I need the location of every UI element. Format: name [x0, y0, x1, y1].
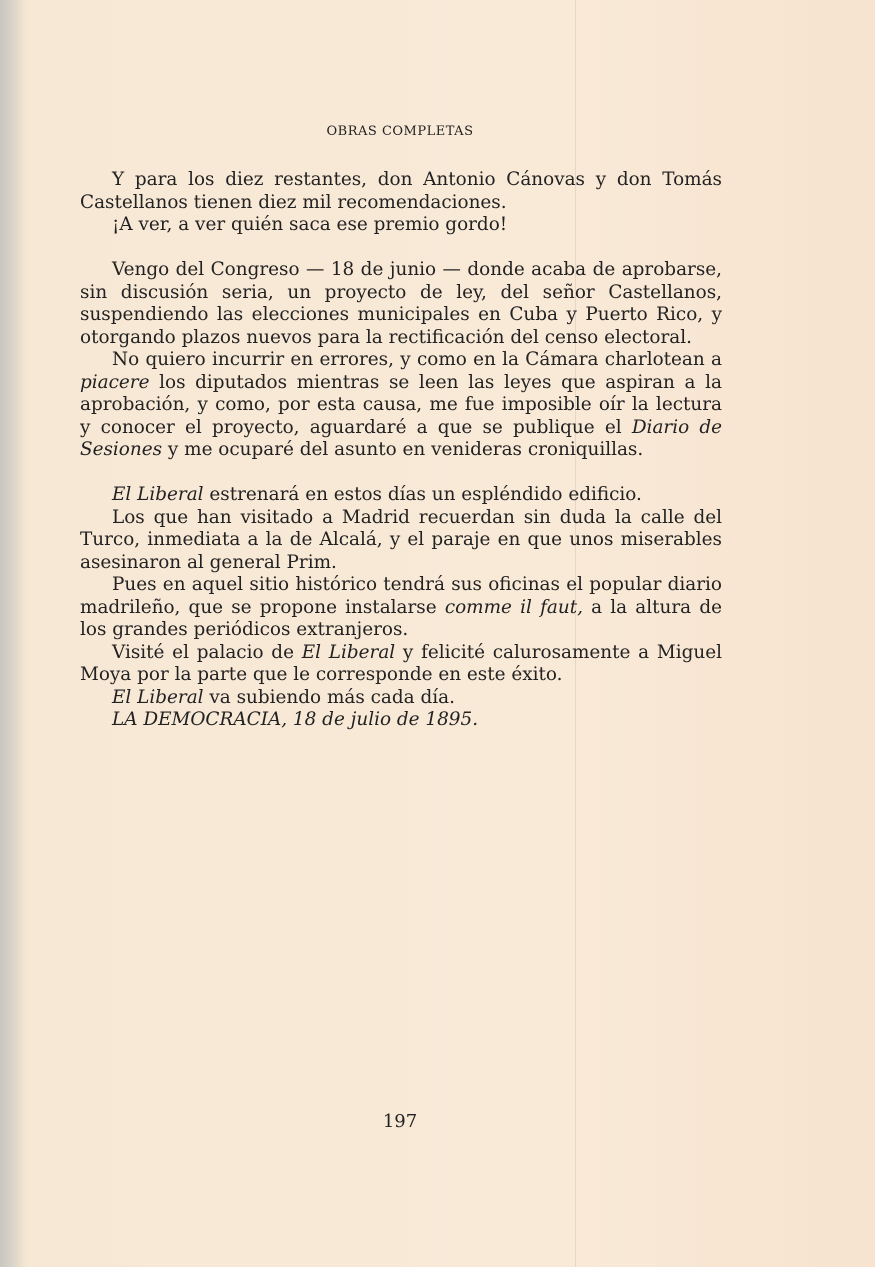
page-number: 197: [382, 1111, 418, 1132]
section-gap: [80, 237, 722, 260]
paragraph-8: Visité el palacio de El Liberal y felicité calurosamente a Miguel Moya por la parte que le corresponde en este éxito.: [80, 641, 722, 685]
paragraph-4: No quiero incurrir en errores, y como en la Cámara charlotean a piacere los diputados mientras se leen las leyes que aspiran a la aprobación, y como, por esta causa, me fue imposible oír la lectura y conocer el proyecto, aguardaré a que se publique el Diario de Sesiones y me ocuparé del asunto en venideras croniquillas.: [80, 349, 722, 460]
paragraph-5: El Liberal estrenará en estos días un espléndido edificio.: [112, 484, 642, 505]
running-header: OBRAS COMPLETAS: [326, 124, 474, 139]
paragraph-1: Y para los diez restantes, don Antonio Cánovas y don Tomás Castellanos tienen diez mil recomendaciones.: [80, 169, 722, 213]
paragraph-3: Vengo del Congreso — 18 de junio — donde acaba de aprobarse, sin discusión seria, un proyecto de ley, del señor Castellanos, suspendiendo las elecciones municipales en Cuba y Puerto Rico, y otorgando plazos nuevos para la rectificación del censo electoral.: [80, 259, 722, 348]
paragraph-2: ¡A ver, a ver quién saca ese premio gordo!: [112, 214, 508, 235]
page-edge-shadow: [0, 0, 24, 1267]
body-text: [80, 169, 722, 732]
paragraph-6: Los que han visitado a Madrid recuerdan sin duda la calle del Turco, inmediata a la de Alcalá, y el paraje en que unos miserables asesinaron al general Prim.: [80, 506, 722, 573]
section-gap: [80, 462, 722, 485]
paragraph-7: Pues en aquel sitio histórico tendrá sus oficinas el popular diario madrileño, que se propone instalarse comme il faut, a la altura de los grandes periódicos extranjeros.: [80, 574, 722, 640]
paragraph-9: El Liberal va subiendo más cada día.: [112, 686, 455, 708]
signature-line: LA DEMOCRACIA, 18 de julio de 1895.: [112, 709, 479, 730]
